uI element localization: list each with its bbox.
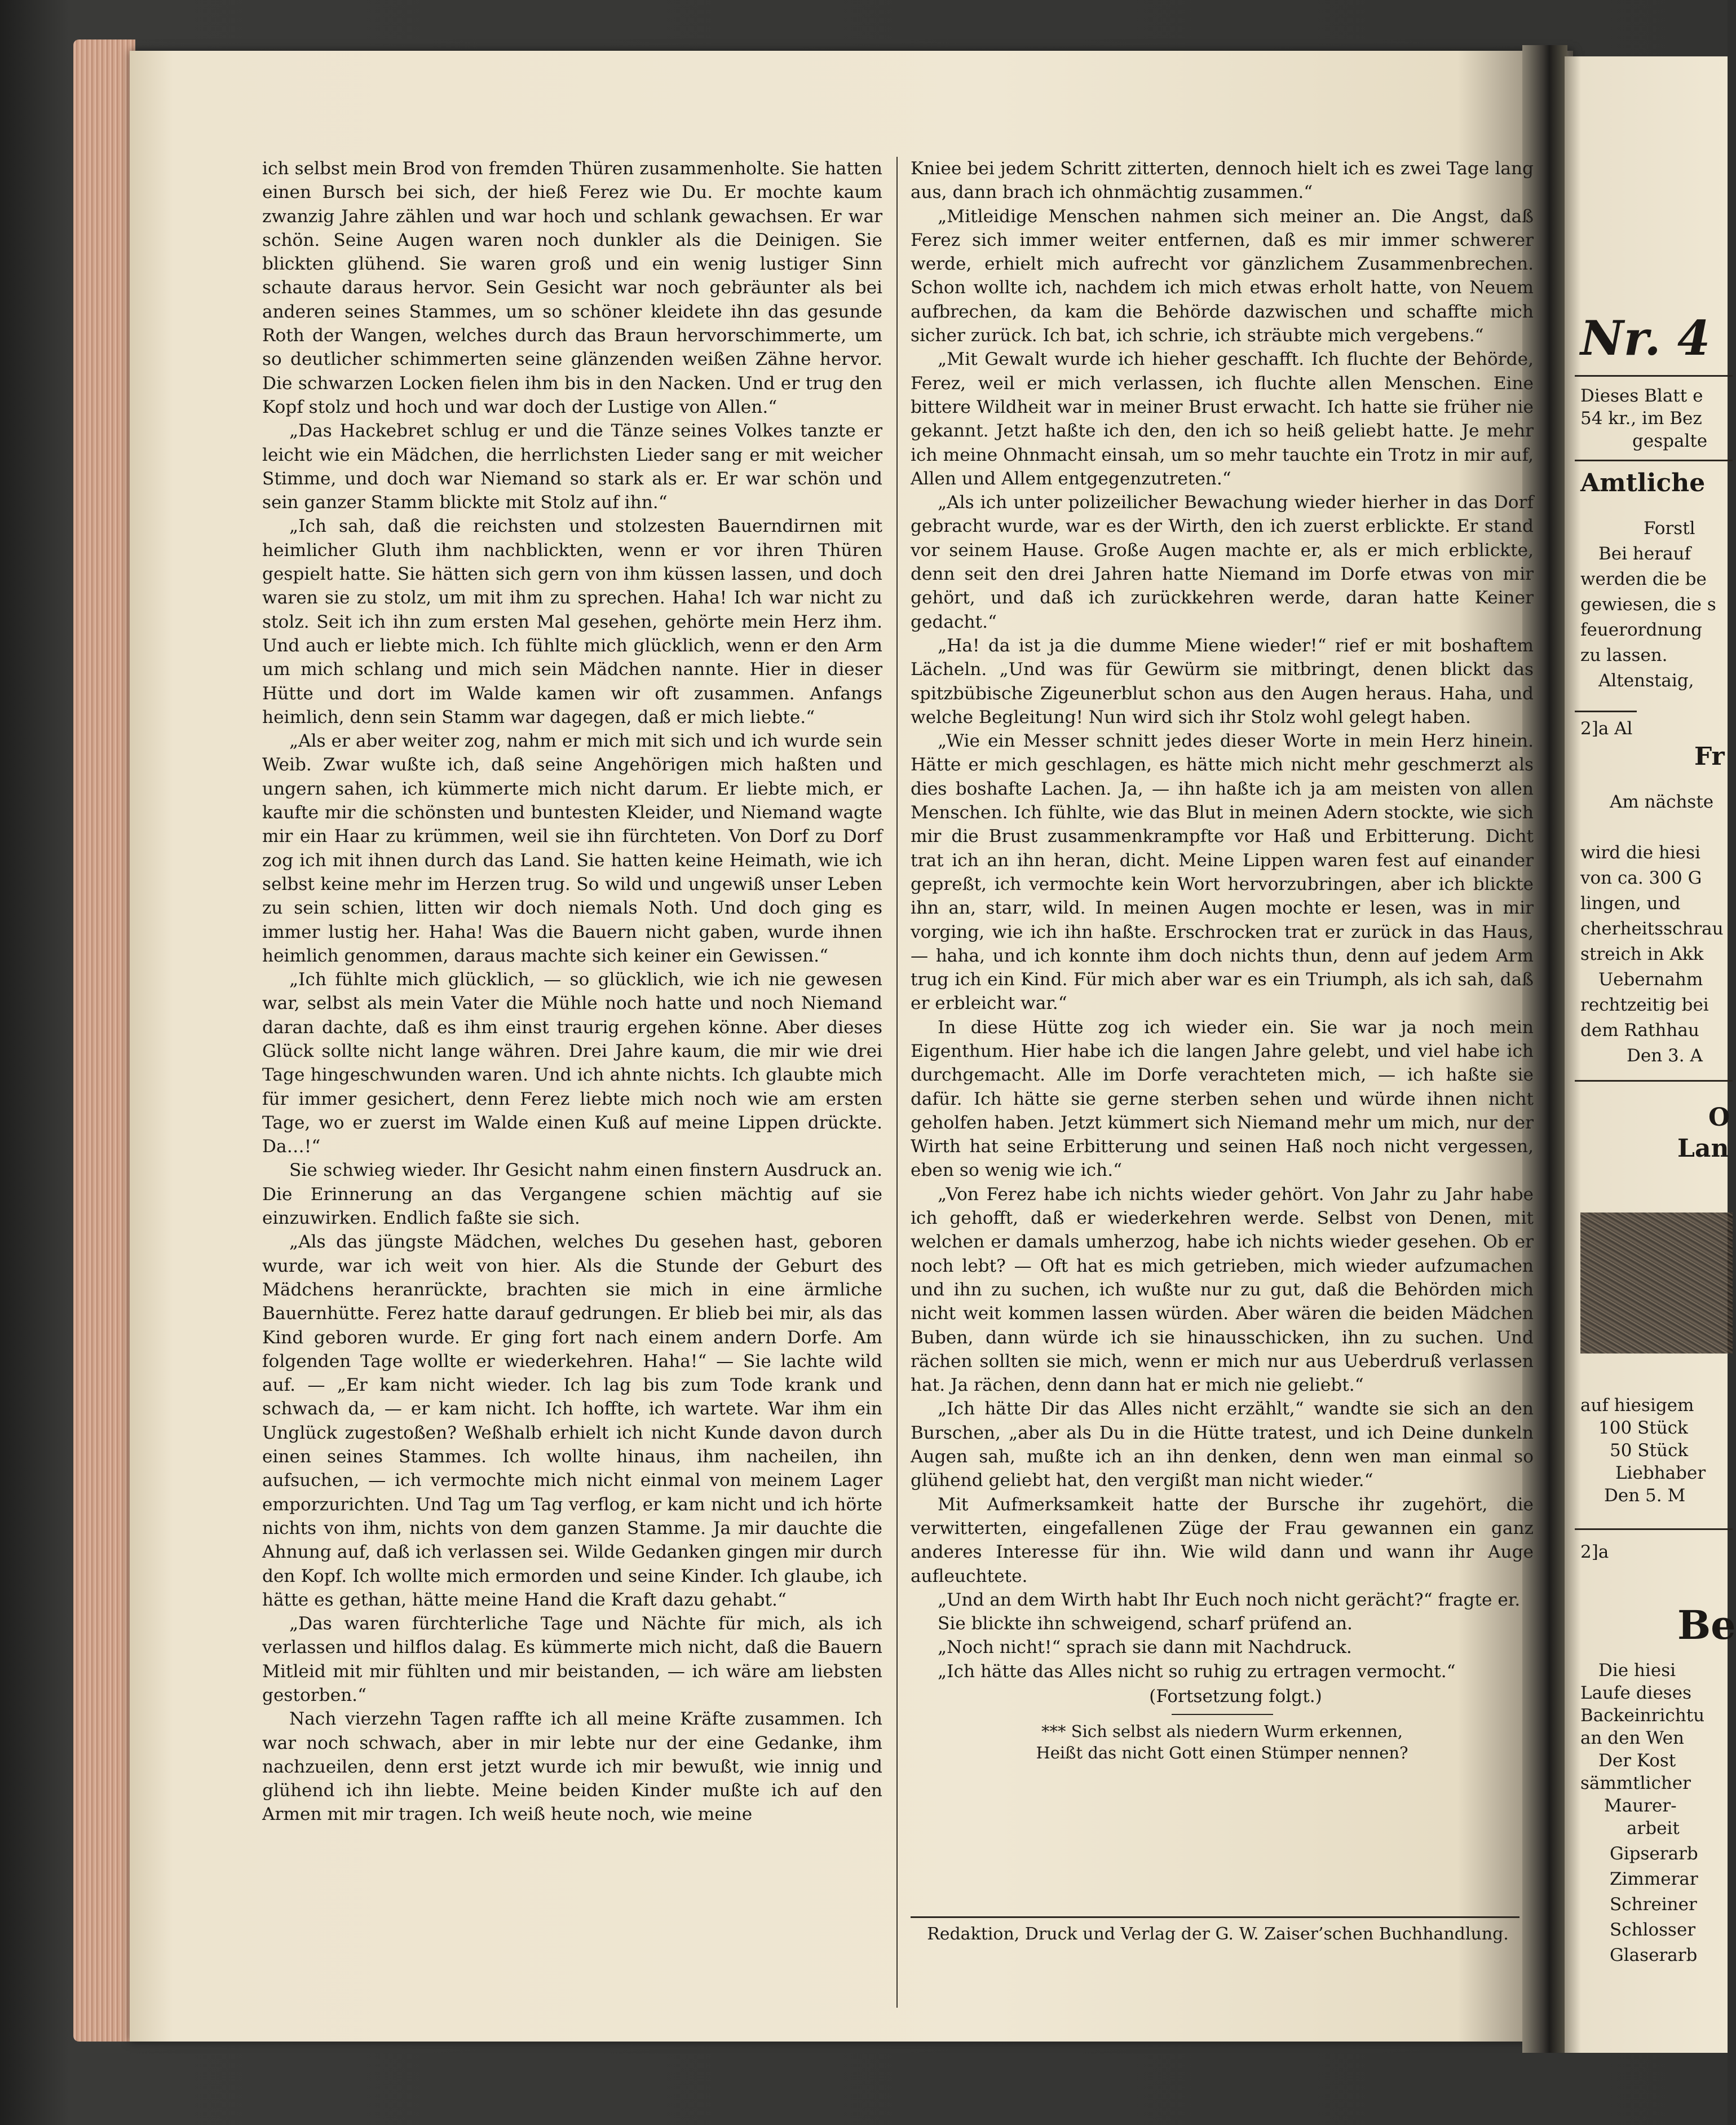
fragment-line: lingen, und	[1580, 893, 1681, 914]
fragment-line: Altenstaig,	[1598, 671, 1694, 691]
fragment-line: arbeit	[1627, 1818, 1680, 1839]
fragment-line: Backeinrichtu	[1580, 1705, 1705, 1726]
issue-number: Nr. 4	[1580, 310, 1711, 366]
section-heading: Amtliche	[1580, 469, 1706, 497]
paragraph: „Ich fühlte mich glücklich, — so glücklich, wie ich nie gewesen war, selbst als mein Vater die Mühle noch hatte und noch Niemand daran dachte, daß es ihm einst traurig ergehen könne. Aber dieses Glück sollte nicht lange währen. Drei Jahre kaum, die mir wie drei Tage hingeschwunden waren. Und ich ahnte nichts. Ich glaubte mich für immer gesichert, denn Ferez liebte mich noch wie am ersten Tage, wo er zuerst im Walde einen Kuß auf meine Lippen drückte. Da…!“	[262, 969, 882, 1157]
fragment-line: Den 3. A	[1627, 1046, 1703, 1066]
paragraph: Sie blickte ihn schweigend, scharf prüfend an.	[938, 1613, 1353, 1634]
fragment-heading: Lan	[1677, 1134, 1729, 1163]
paragraph: In diese Hütte zog ich wieder ein. Sie war ja noch mein Eigenthum. Hier habe ich die langen Jahre gelebt, und viel habe ich durchgemacht. Alle im Dorfe verachteten mich, — ich haßte sie dafür. Ich hätte sie gerne sterben sehen und würde ihnen nicht geholfen haben. Jetzt kümmert sich Niemand mehr um mich, nur der Wirth hat seine Erbitterung und seinen Haß noch nicht vergessen, eben so wenig wie ich.“	[911, 1017, 1534, 1181]
fragment-line: Maurer-	[1604, 1796, 1677, 1816]
fragment-line: Laufe dieses	[1580, 1683, 1691, 1703]
fragment-line: 50 Stück	[1610, 1440, 1689, 1461]
section-rule	[1575, 1528, 1733, 1530]
paragraph: „Als er aber weiter zog, nahm er mich mit sich und ich wurde sein Weib. Zwar wußte ich, daß seine Angehörigen mich haßten und ungern sahen, ich kümmerte mich nicht darum. Er liebte mich, er kaufte mir die schönsten und buntesten Kleider, und Niemand wagte mir ein Haar zu krümmen, weil sie ihn fürchteten. Von Dorf zu Dorf zog ich mit ihnen durch das Land. Sie hatten keine Heimath, wie ich selbst keine mehr im Herzen trug. So wild und ungewiß unser Leben zu sein schien, litten wir doch niemals Noth. Und doch ging es immer lustig her. Haha! Was die Bauern nicht gaben, wurde ihnen heimlich genommen, daraus machte sich keiner ein Gewissen.“	[262, 731, 882, 966]
fragment-line: Glaserarb	[1610, 1945, 1698, 1965]
text-column-right	[911, 157, 1534, 1764]
fragment-line: sämmtlicher	[1580, 1773, 1691, 1793]
fragment-line: auf hiesigem	[1580, 1395, 1694, 1416]
fragment-line: Den 5. M	[1604, 1485, 1686, 1506]
paragraph: „Ha! da ist ja die dumme Miene wieder!“ rief er mit boshaftem Lächeln. „Und was für Gewürm sie mitbringt, denen blickt das spitzbübische Zigeunerblut schon aus den Augen heraus. Haha, und welche Begleitung! Nun wird sich ihr Stolz wohl gelegt haben.	[911, 635, 1534, 728]
separator-rule	[1172, 1714, 1273, 1715]
fragment-line: Schreiner	[1610, 1894, 1697, 1915]
fragment-line: feuerordnung	[1580, 620, 1703, 640]
fragment-line: wird die hiesi	[1580, 843, 1700, 863]
paragraph: ich selbst mein Brod von fremden Thüren zusammenholte. Sie hatten einen Bursch bei sich, der hieß Ferez wie Du. Er mochte kaum zwanzig Jahre zählen und war hoch und schlank gewachsen. Er war schön. Seine Augen waren noch dunkler als die Deinigen. Sie blickten glühend. Sie waren groß und ein wenig lustiger Sinn schaute daraus hervor. Sein Gesicht war noch gebräunter als bei anderen seines Stammes, um so schöner kleidete ihn das gesunde Roth der Wangen, welches durch das Braun hervorschimmerte, um so deutlicher schimmerten seine glänzenden weißen Zähne hervor. Die schwarzen Locken fielen ihm bis in den Nacken. Und er trug den Kopf stolz und hoch und war doch der Lustige von Allen.“	[262, 158, 882, 417]
fragment-line: dem Rathhau	[1580, 1020, 1699, 1041]
fragment-line: gespalte	[1632, 431, 1708, 451]
paragraph: „Das waren fürchterliche Tage und Nächte für mich, als ich verlassen und hilflos dalag. Es kümmerte mich nicht, daß die Bauern Mitleid mit mir fühlten und mir beistanden, — ich wäre am liebsten gestorben.“	[262, 1613, 882, 1705]
continuation-note: (Fortsetzung folgt.)	[1149, 1686, 1322, 1707]
header-rule	[1575, 460, 1733, 461]
fragment-line: Am nächste	[1610, 792, 1714, 812]
header-rule	[1575, 375, 1733, 377]
fragment-line: 100 Stück	[1598, 1418, 1688, 1438]
fragment-line: 2]a	[1580, 1542, 1609, 1562]
fragment-line: an den Wen	[1580, 1728, 1684, 1748]
fragment-line: 54 kr., im Bez	[1580, 408, 1702, 429]
section-rule	[1575, 711, 1637, 712]
paragraph: Kniee bei jedem Schritt zitterten, dennoch hielt ich es zwei Tage lang aus, dann brach ich ohnmächtig zusammen.“	[911, 158, 1534, 203]
fragment-heading: Fr	[1694, 742, 1725, 771]
fragment-line: Gipserarb	[1610, 1844, 1698, 1864]
section-rule	[1575, 1080, 1733, 1082]
fragment-line: Uebernahm	[1598, 969, 1703, 990]
woodcut-illustration	[1580, 1213, 1733, 1354]
paragraph: „Mit Gewalt wurde ich hieher geschafft. Ich fluchte der Behörde, Ferez, weil er mich verlassen, ich fluchte allen Menschen. Eine bittere Wildheit war in meiner Brust erwacht. Ich hatte sie früher nie gekannt. Jetzt haßte ich den, den ich so heiß geliebt hatte. Je mehr ich meine Ohnmacht einsah, um so mehr tauchte ein Trotz in mir auf, Allen und Allem entgegenzutreten.“	[911, 349, 1534, 489]
paragraph: „Von Ferez habe ich nichts wieder gehört. Von Jahr zu Jahr habe ich gehofft, daß er wiederkehren werde. Selbst von Denen, mit welchen er damals umherzog, habe ich nichts wieder gesehen. Ob er noch lebt? — Oft hat es mich getrieben, mich wieder aufzumachen und ihn zu suchen, ich wußte nur zu gut, daß die Behörden mich nicht weit kommen lassen würden. Aber wären die beiden Mädchen Buben, dann würde ich sie hinausschicken, ihn zu suchen. Und rächen sollten sie mich, wenn er mich nur aus Ueberdruß verlassen hat. Ja rächen, denn dann hat er mich nie geliebt.“	[911, 1184, 1534, 1396]
fragment-line: von ca. 300 G	[1580, 868, 1702, 888]
fragment-line: Dieses Blatt e	[1580, 386, 1703, 406]
column-divider	[896, 157, 898, 2008]
fragment-line: Zimmerar	[1610, 1869, 1698, 1889]
motto-line-1: *** Sich selbst als niedern Wurm erkennen,	[1041, 1722, 1403, 1742]
fragment-line: Schlosser	[1610, 1920, 1696, 1940]
fragment-line: cherheitsschrau	[1580, 919, 1724, 939]
fragment-line: zu lassen.	[1580, 645, 1668, 665]
paragraph: „Ich sah, daß die reichsten und stolzesten Bauerndirnen mit heimlicher Gluth ihm nachblickten, wenn er vor ihren Thüren gespielt hatte. Sie hätten sich gern von ihm küssen lassen, und doch waren sie zu stolz, um mit ihm zu sprechen. Haha! Ich war nicht zu stolz. Seit ich ihn zum ersten Mal gesehen, gehörte mein Herz ihm. Und auch er liebte mich. Ich fühlte mich glücklich, wenn er den Arm um mich schlang und mich sein Mädchen nannte. Hier in dieser Hütte und dort im Walde kamen wir oft zusammen. Anfangs heimlich, denn sein Stamm war dagegen, daß er mich liebte.“	[262, 516, 882, 728]
paragraph: „Ich hätte das Alles nicht so ruhig zu ertragen vermocht.“	[938, 1661, 1456, 1682]
fragment-line: Der Kost	[1598, 1751, 1676, 1771]
motto-line-2: Heißt das nicht Gott einen Stümper nennen?	[1036, 1743, 1408, 1763]
paragraph: „Ich hätte Dir das Alles nicht erzählt,“ wandte sie sich an den Burschen, „aber als Du in die Hütte tratest, und ich Deine dunkeln Augen sah, mußte ich an ihn denken, denn wen man einmal so glühend geliebt hat, den vergißt man nicht wieder.“	[911, 1399, 1534, 1491]
fragment-line: Liebhaber	[1615, 1463, 1706, 1483]
fragment-line: Die hiesi	[1598, 1660, 1676, 1681]
right-page-fragment	[1565, 56, 1736, 2053]
paragraph: „Und an dem Wirth habt Ihr Euch noch nicht gerächt?“ fragte er.	[938, 1589, 1521, 1610]
paragraph: „Als ich unter polizeilicher Bewachung wieder hierher in das Dorf gebracht wurde, war es der Wirth, den ich zuerst erblickte. Er stand vor seinem Hause. Große Augen machte er, als er mich erblickte, denn seit den drei Jahren hatte Niemand im Dorfe etwas von mir gehört, und daß ich zurückkehren werde, daran hatte Keiner gedacht.“	[911, 492, 1534, 632]
fragment-line: 2]a Al	[1580, 718, 1633, 739]
imprint-rule	[911, 1916, 1519, 1918]
fragment-line: rechtzeitig bei	[1580, 995, 1709, 1015]
fragment-line: Bei herauf	[1598, 544, 1691, 564]
paragraph: „Mitleidige Menschen nahmen sich meiner an. Die Angst, daß Ferez sich immer weiter entfernen, daß es mir immer schwerer werde, erhielt mich aufrecht vor gänzlichem Zusammenbrechen. Schon wollte ich, nachdem ich mich etwas erholt hatte, von Neuem aufbrechen, da kam die Behörde dazwischen und schaffte mich sicher zurück. Ich bat, ich schrie, ich sträubte mich vergebens.“	[911, 206, 1534, 346]
fragment-line: werden die be	[1580, 569, 1707, 589]
paragraph: Nach vierzehn Tagen raffte ich all meine Kräfte zusammen. Ich war noch schwach, aber in mir lebte nur der eine Gedanke, ihm nachzueilen, denn erst jetzt wurde ich mir bewußt, wie innig und glühend ich ihn liebte. Meine beiden Kinder mußte ich auf den Armen mit mir tragen. Ich weiß heute noch, wie meine	[262, 1709, 882, 1825]
fragment-line: streich in Akk	[1580, 944, 1704, 964]
fragment-heading: O	[1708, 1103, 1730, 1132]
fragment-heading: Be	[1677, 1602, 1736, 1648]
paragraph: Sie schwieg wieder. Ihr Gesicht nahm einen finstern Ausdruck an. Die Erinnerung an das Vergangene schien mächtig auf sie einzuwirken. Endlich faßte sie sich.	[262, 1160, 882, 1229]
paragraph: „Wie ein Messer schnitt jedes dieser Worte in mein Herz hinein. Hätte er mich geschlagen, es hätte mich nicht mehr geschmerzt als dies boshafte Lachen. Ja, — ihn haßte ich ja am meisten von allen Menschen. Ich fühlte, wie das Blut in meinen Adern stockte, wie sich mir die Brust zusammenkrampfte vor Haß und Erbitterung. Dicht trat ich an ihn heran, dicht. Meine Lippen waren fest auf einander gepreßt, ich vermochte kein Wort hervorzubringen, aber ich blickte ihn an, starr, wild. In meinen Augen mochte er lesen, was in mir vorging, wie ich ihn haßte. Erschrocken trat er zurück in das Haus, — haha, und ich konnte ihm doch nichts thun, denn auf jedem Arm trug ich ein Kind. Für mich aber war es ein Triumph, als ich sah, daß er erbleicht war.“	[911, 731, 1534, 1014]
paragraph: Mit Aufmerksamkeit hatte der Bursche ihr zugehört, die verwitterten, eingefallenen Züge der Frau gewannen ein ganz anderes Interesse für ihn. Wie wild dann und wann ihr Auge aufleuchtete.	[911, 1494, 1534, 1586]
text-column-left	[262, 157, 882, 1827]
fragment-line: Forstl	[1644, 518, 1695, 539]
paragraph: „Das Hackebret schlug er und die Tänze seines Volkes tanzte er leicht wie ein Mädchen, die herrlichsten Lieder sang er mit weicher Stimme, und doch war Niemand so stark als er. Er war schön und sein ganzer Stamm blickte mit Stolz auf ihn.“	[262, 421, 882, 513]
book-page-edges	[73, 39, 135, 2042]
imprint: Redaktion, Druck und Verlag der G. W. Zaiser’schen Buchhandlung.	[927, 1924, 1509, 1944]
fragment-line: gewiesen, die s	[1580, 594, 1716, 615]
paragraph: „Noch nicht!“ sprach sie dann mit Nachdruck.	[938, 1637, 1352, 1658]
paragraph: „Als das jüngste Mädchen, welches Du gesehen hast, geboren wurde, war ich weit von hier. Als die Stunde der Geburt des Mädchens heranrückte, brachten sie mich in eine ärmliche Bauernhütte. Ferez hatte darauf gedrungen. Er blieb bei mir, als das Kind geboren wurde. Er ging fort nach einem andern Dorfe. Am folgenden Tage wollte er wiederkehren. Haha!“ — Sie lachte wild auf. — „Er kam nicht wieder. Ich lag bis zum Tode krank und schwach da, — er kam nicht. Ich hoffte, ich wartete. War ihm ein Unglück zugestoßen? Weßhalb erhielt ich nicht Kunde davon durch einen seines Stammes. Ich wollte hinaus, ihm nacheilen, ihn aufsuchen, — ich vermochte mich nicht einmal von meinem Lager emporzurichten. Und Tag um Tag verflog, er kam nicht und ich hörte nichts von ihm, nichts von dem ganzen Stamme. Ja mir dauchte die Ahnung auf, daß ich verlassen sei. Wilde Gedanken gingen mir durch den Kopf. Ich wollte mich ermorden und seine Kinder. Ich glaube, ich hätte es gethan, hätte meine Hand die Kraft dazu gehabt.“	[262, 1232, 882, 1610]
